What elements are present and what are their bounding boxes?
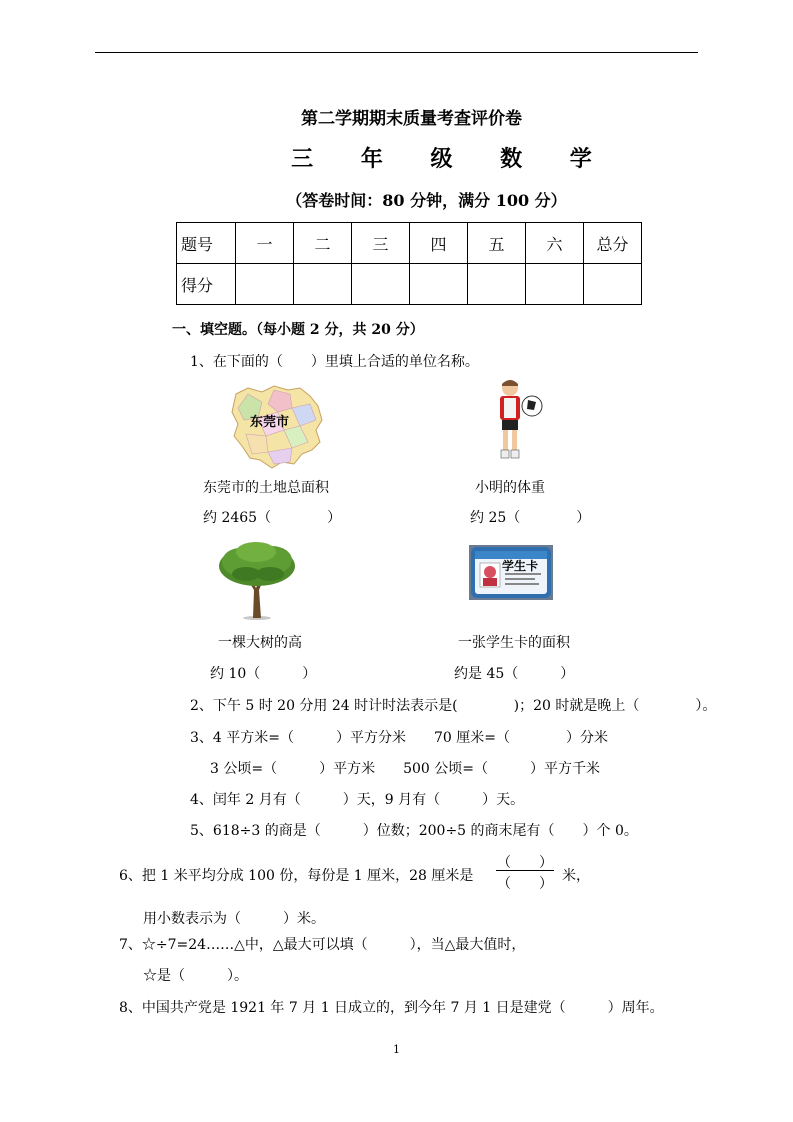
item-answer: 约 2465（ ） — [203, 510, 342, 526]
score-input-cell[interactable] — [584, 264, 642, 305]
table-cell: 题号 — [177, 223, 236, 264]
dongguan-map-image — [228, 384, 326, 470]
question-1-prompt: 1、在下面的（ ）里填上合适的单位名称。 — [190, 354, 479, 370]
question-2: 2、下午 5 时 20 分用 24 时计时法表示是( )；20 时就是晚上（ ）。 — [190, 698, 717, 714]
fraction-denominator: （ ） — [497, 876, 553, 892]
item-answer: 约 25（ ） — [470, 510, 591, 526]
table-cell: 得分 — [177, 264, 236, 305]
item-answer: 约 10（ ） — [210, 666, 317, 682]
item-caption: 一棵大树的高 — [218, 635, 302, 651]
student-card-image — [469, 545, 553, 600]
table-cell: 六 — [526, 223, 584, 264]
subject-title: 三 年 级 数 学 — [291, 146, 612, 172]
score-input-cell[interactable] — [294, 264, 352, 305]
item-answer: 约是 45（ ） — [454, 666, 575, 682]
question-5: 5、618÷3 的商是（ ）位数；200÷5 的商末尾有（ ）个 0。 — [190, 823, 638, 839]
table-cell: 总分 — [584, 223, 642, 264]
table-cell: 二 — [294, 223, 352, 264]
table-row — [177, 223, 642, 264]
score-input-cell[interactable] — [410, 264, 468, 305]
question-7a: 7、☆÷7=24……△中，△最大可以填（ ），当△最大值时， — [119, 937, 526, 953]
item-caption: 一张学生卡的面积 — [458, 635, 570, 651]
table-cell: 五 — [468, 223, 526, 264]
score-input-cell[interactable] — [236, 264, 294, 305]
table-cell: 四 — [410, 223, 468, 264]
exam-duration: （答卷时间：80 分钟，满分 100 分） — [286, 191, 567, 210]
item-caption: 小明的体重 — [475, 480, 545, 496]
card-label: 学生卡 — [502, 559, 539, 573]
score-input-cell[interactable] — [352, 264, 410, 305]
question-3a: 3、4 平方米=（ ）平方分米 70 厘米=（ ）分米 — [190, 730, 608, 746]
tree-image — [216, 540, 298, 620]
question-3b: 3 公顷=（ ）平方米 500 公顷=（ ）平方千米 — [210, 761, 600, 777]
boy-with-ball-image — [490, 376, 546, 464]
item-caption: 东莞市的土地总面积 — [203, 480, 329, 496]
question-6-fraction — [496, 852, 554, 891]
question-6b: 用小数表示为（ ）米。 — [143, 911, 325, 927]
map-label: 东莞市 — [250, 415, 290, 430]
header-rule — [95, 52, 698, 53]
score-input-cell[interactable] — [526, 264, 584, 305]
exam-title: 第二学期期末质量考查评价卷 — [301, 109, 522, 129]
score-input-cell[interactable] — [468, 264, 526, 305]
question-8: 8、中国共产党是 1921 年 7 月 1 日成立的，到今年 7 月 1 日是建党（ ）周年。 — [119, 1000, 664, 1016]
table-cell: 一 — [236, 223, 294, 264]
section-heading: 一、填空题。（每小题 2 分，共 20 分） — [172, 322, 424, 338]
question-7b: ☆是（ ）。 — [143, 968, 248, 984]
fraction-numerator: （ ） — [497, 855, 553, 871]
question-6-unit: 米， — [562, 868, 590, 884]
score-table — [176, 222, 642, 305]
question-6a: 6、把 1 米平均分成 100 份，每份是 1 厘米，28 厘米是 — [119, 868, 474, 884]
table-row — [177, 264, 642, 305]
question-4: 4、闰年 2 月有（ ）天，9 月有（ ）天。 — [190, 792, 525, 808]
page-number: 1 — [393, 1043, 400, 1056]
table-cell: 三 — [352, 223, 410, 264]
